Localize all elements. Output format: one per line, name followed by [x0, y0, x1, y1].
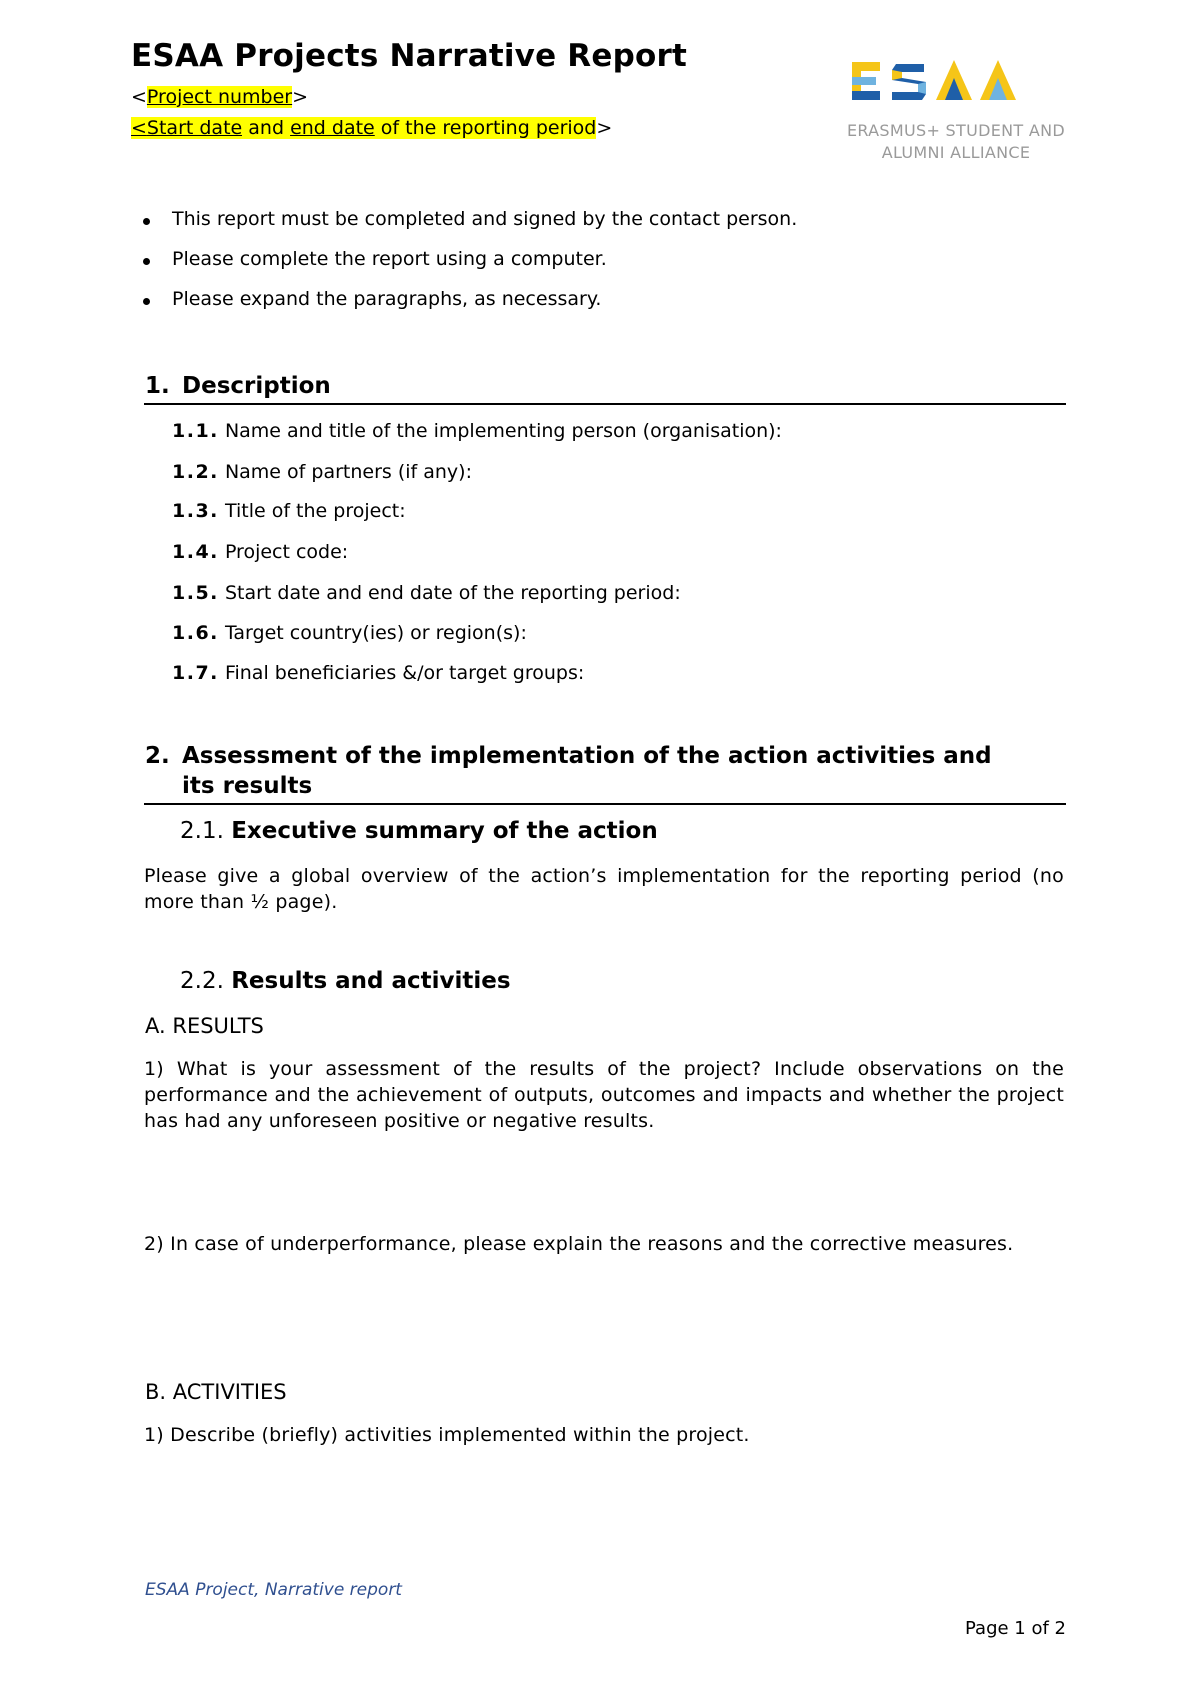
activities-question-1: 1) Describe (briefly) activities implemented within the project. — [144, 1424, 750, 1446]
project-number-line — [131, 86, 308, 108]
section-2-heading-continued: its results — [182, 773, 313, 799]
section-2-heading: 2. Assessment of the implementation of the action activities and — [145, 743, 992, 769]
activities-heading: B. ACTIVITIES — [145, 1380, 287, 1404]
gt-sign: > — [596, 117, 613, 139]
subsection-2-2-heading: 2.2. Results and activities — [180, 968, 511, 994]
start-date-placeholder[interactable]: Start date — [146, 117, 243, 139]
bullet-icon — [143, 218, 150, 225]
description-item-1-4: 1.4. Project code: — [172, 541, 349, 563]
description-item-1-5: 1.5. Start date and end date of the reporting period: — [172, 582, 681, 604]
document-title: ESAA Projects Narrative Report — [131, 38, 687, 74]
logo-letter-a2 — [980, 60, 1016, 100]
executive-summary-instructions: Please give a global overview of the action’s implementation for the reporting period (no more than ½ page). — [144, 865, 1064, 913]
gt-sign: > — [292, 86, 309, 108]
description-item-1-7: 1.7. Final beneficiaries &/or target groups: — [172, 662, 585, 684]
lt-sign: < — [131, 117, 147, 139]
results-heading: A. RESULTS — [145, 1014, 264, 1038]
logo-letter-e — [852, 62, 880, 100]
results-question-2: 2) In case of underperformance, please explain the reasons and the corrective measures. — [144, 1233, 1014, 1255]
logo-caption — [846, 120, 1066, 164]
description-item-1-6: 1.6. Target country(ies) or region(s): — [172, 622, 527, 644]
project-number-placeholder[interactable]: Project number — [146, 86, 293, 108]
description-item-1-2: 1.2. Name of partners (if any): — [172, 461, 472, 483]
section-2-divider — [144, 803, 1066, 805]
end-date-placeholder[interactable]: end date — [290, 117, 375, 139]
lt-sign: < — [131, 86, 147, 108]
esaa-logo-mark — [846, 52, 1066, 118]
description-item-1-1: 1.1. Name and title of the implementing person (organisation): — [172, 420, 782, 442]
esaa-logo — [846, 52, 1066, 168]
section-1-divider — [144, 403, 1066, 405]
logo-caption-line1: ERASMUS+ STUDENT AND — [847, 121, 1065, 140]
subsection-2-1-heading: 2.1. Executive summary of the action — [180, 818, 658, 844]
bullet-icon — [143, 298, 150, 305]
and-word: and — [248, 117, 285, 139]
description-item-1-3: 1.3. Title of the project: — [172, 500, 406, 522]
reporting-period-line — [131, 117, 612, 139]
logo-caption-line2: ALUMNI ALLIANCE — [881, 143, 1031, 162]
footer-text: ESAA Project, Narrative report — [145, 1580, 402, 1600]
section-1-heading: 1. Description — [145, 373, 331, 399]
logo-letter-s — [892, 64, 926, 100]
logo-letter-a1 — [936, 60, 972, 100]
results-question-1: 1) What is your assessment of the results of the project? Include observations on the performance and the achievement of outputs, outcomes and impacts and whether the project has had any unforeseen positive or negative results. — [144, 1058, 1064, 1132]
page-number: Page 1 of 2 — [965, 1618, 1066, 1639]
bullet-icon — [143, 258, 150, 265]
reporting-period-text: of the reporting period — [380, 117, 597, 139]
